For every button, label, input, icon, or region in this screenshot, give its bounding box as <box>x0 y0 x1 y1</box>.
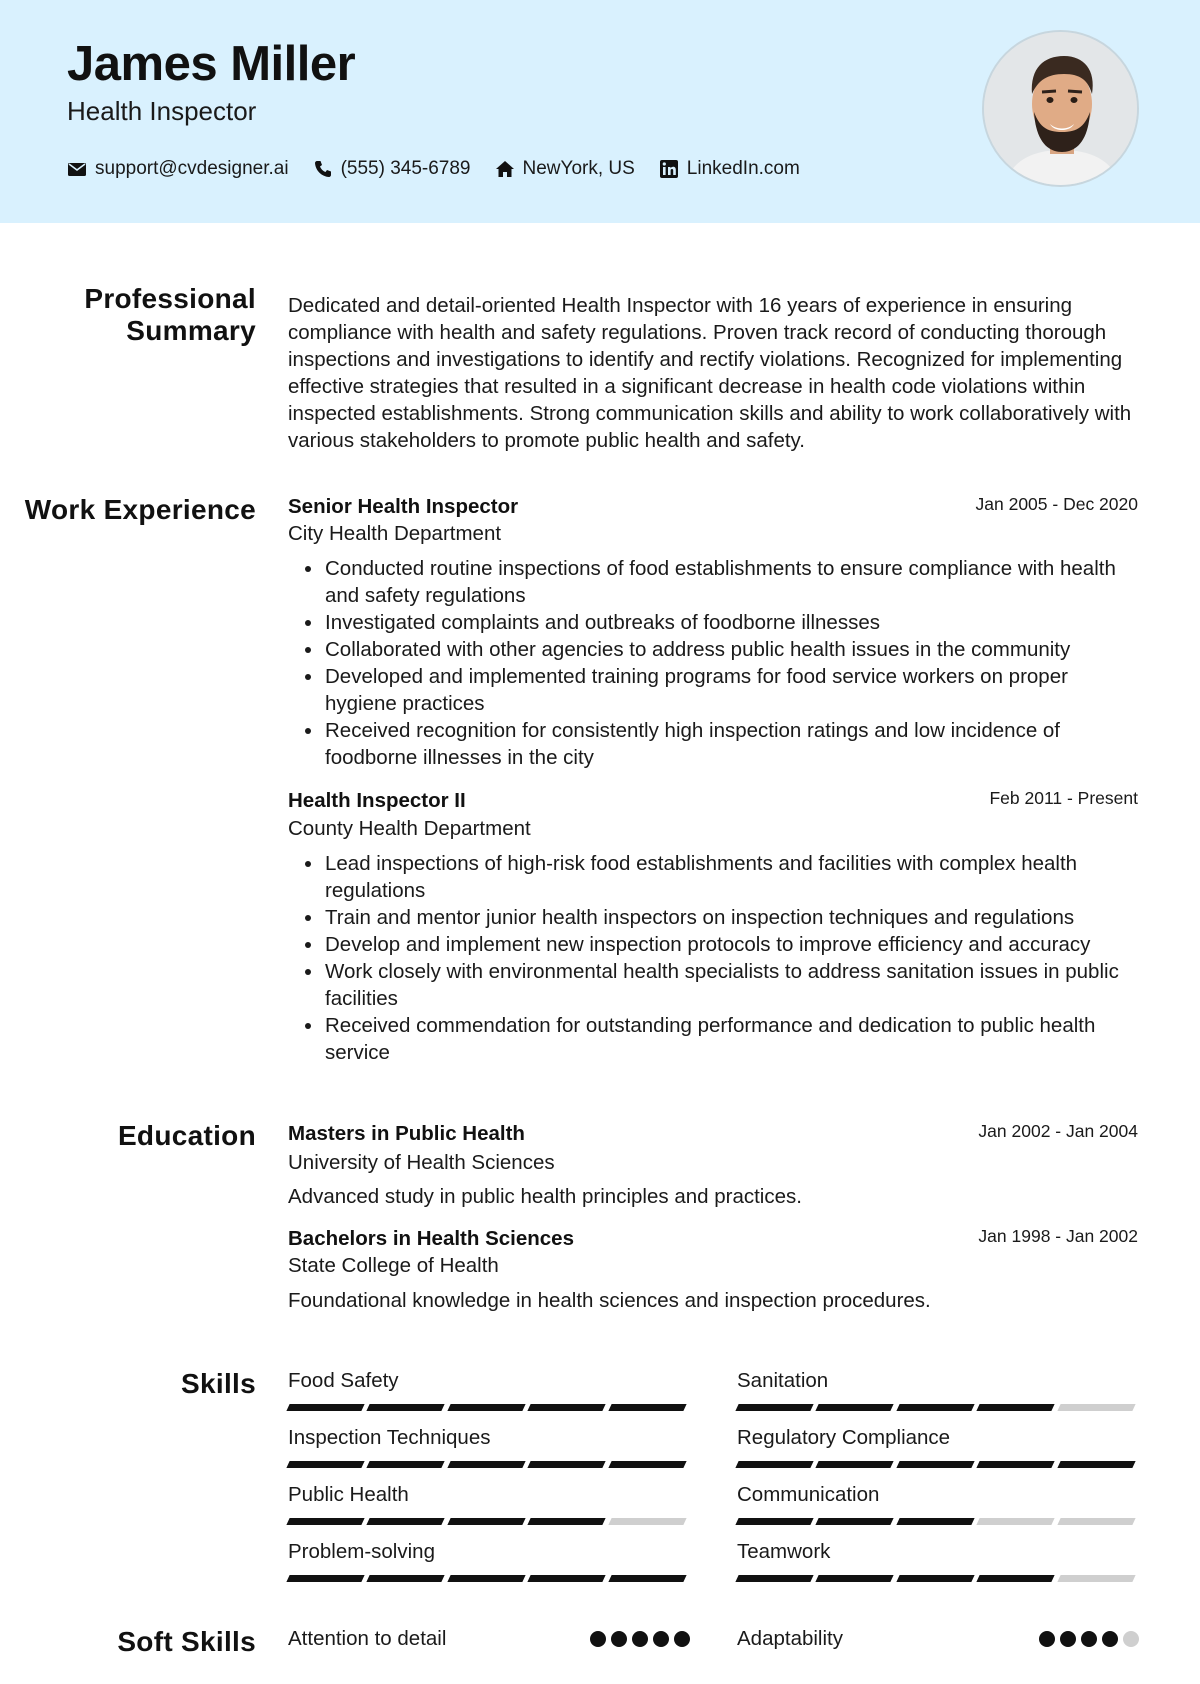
skill-level-segment <box>896 1404 975 1411</box>
skill-level-segment <box>816 1461 895 1468</box>
skill-item <box>737 1540 1139 1582</box>
contact-location-text: NewYork, US <box>522 158 635 179</box>
degree-description: Advanced study in public health principles and practices. <box>288 1185 802 1208</box>
skill-level-segment <box>528 1404 607 1411</box>
skill-level-segment <box>608 1404 687 1411</box>
rating-dot <box>1102 1631 1118 1647</box>
skill-item <box>288 1426 690 1468</box>
skill-level-bar <box>288 1461 690 1468</box>
skill-level-segment <box>735 1575 814 1582</box>
contact-email[interactable] <box>67 158 289 180</box>
skill-level-segment <box>816 1575 895 1582</box>
job-bullet: Received recognition for consistently high inspection ratings and low incidence of foodborne illnesses in the city <box>325 717 1143 771</box>
degree-dates: Jan 2002 - Jan 2004 <box>978 1121 1138 1141</box>
skill-level-bar <box>737 1575 1139 1582</box>
skill-item <box>737 1369 1139 1411</box>
skill-name: Teamwork <box>737 1540 831 1563</box>
job-title: Health Inspector II <box>288 789 466 812</box>
degree-title: Bachelors in Health Sciences <box>288 1227 574 1250</box>
skill-level-segment <box>608 1461 687 1468</box>
skill-level-bar <box>737 1404 1139 1411</box>
skill-level-segment <box>608 1575 687 1582</box>
skill-level-segment <box>367 1575 446 1582</box>
skill-level-segment <box>977 1575 1056 1582</box>
skill-level-segment <box>816 1404 895 1411</box>
job-bullet-list <box>325 555 1143 771</box>
rating-dot <box>590 1631 606 1647</box>
soft-skill-rating <box>585 1631 690 1647</box>
summary-heading: Professional Summary <box>84 283 256 346</box>
header-banner <box>0 0 1200 223</box>
profile-photo <box>982 30 1139 187</box>
rating-dot <box>674 1631 690 1647</box>
rating-dot <box>653 1631 669 1647</box>
skill-level-segment <box>286 1575 365 1582</box>
summary-text: Dedicated and detail-oriented Health Inspector with 16 years of experience in ensuring compliance with health and safety regulations. Proven track record of conducting thorough inspections and investigations to identify and rectify violations. Recognized for implementing effective strategies that resulted in a significant decrease in health code violations within inspected establishments. Strong communication skills and ability to work collaboratively with various stakeholders to promote public health and safety. <box>288 294 1132 452</box>
skill-level-segment <box>447 1575 526 1582</box>
degree-dates: Jan 1998 - Jan 2002 <box>978 1226 1138 1246</box>
experience-heading: Work Experience <box>24 494 256 525</box>
school-name: State College of Health <box>288 1254 499 1277</box>
skill-level-segment <box>1057 1461 1136 1468</box>
skill-level-segment <box>608 1518 687 1525</box>
skills-heading: Skills <box>181 1368 256 1399</box>
linkedin-icon <box>659 159 679 179</box>
skill-level-segment <box>286 1404 365 1411</box>
rating-dot <box>1060 1631 1076 1647</box>
skill-name: Food Safety <box>288 1369 399 1392</box>
contact-linkedin[interactable] <box>659 158 800 180</box>
skill-level-bar <box>288 1404 690 1411</box>
soft-skill-name: Adaptability <box>737 1627 843 1650</box>
education-heading: Education <box>117 1120 256 1151</box>
skill-level-segment <box>528 1575 607 1582</box>
skill-level-segment <box>447 1518 526 1525</box>
skill-level-segment <box>896 1575 975 1582</box>
avatar-illustration <box>984 32 1139 187</box>
envelope-icon <box>67 159 87 179</box>
job-bullet-list <box>325 850 1143 1066</box>
rating-dot <box>1039 1631 1055 1647</box>
skill-name: Problem-solving <box>288 1540 435 1563</box>
skill-level-segment <box>367 1518 446 1525</box>
contact-phone-text: (555) 345-6789 <box>340 158 471 179</box>
school-name: University of Health Sciences <box>288 1151 555 1174</box>
home-icon <box>495 159 515 179</box>
soft-skill-rating <box>1034 1631 1139 1647</box>
soft-skill-item <box>737 1627 1139 1651</box>
skill-level-segment <box>1057 1518 1136 1525</box>
skill-level-segment <box>1057 1404 1136 1411</box>
soft-skill-item <box>288 1627 690 1651</box>
skill-level-segment <box>1057 1575 1136 1582</box>
skill-level-segment <box>977 1461 1056 1468</box>
job-dates: Feb 2011 - Present <box>989 788 1138 808</box>
phone-icon <box>313 159 333 179</box>
candidate-name: James Miller <box>67 37 356 91</box>
job-dates: Jan 2005 - Dec 2020 <box>975 494 1138 514</box>
contact-location <box>495 158 635 180</box>
skill-item <box>737 1483 1139 1525</box>
skill-level-segment <box>896 1461 975 1468</box>
job-bullet: Received commendation for outstanding performance and dedication to public health service <box>325 1012 1143 1066</box>
rating-dot <box>632 1631 648 1647</box>
job-organization: City Health Department <box>288 522 502 545</box>
rating-dot <box>1081 1631 1097 1647</box>
soft-skills-heading: Soft Skills <box>117 1626 256 1657</box>
contact-phone[interactable] <box>313 158 471 180</box>
job-title: Senior Health Inspector <box>288 495 519 518</box>
skill-item <box>288 1540 690 1582</box>
candidate-role: Health Inspector <box>67 96 257 126</box>
skill-name: Inspection Techniques <box>288 1426 491 1449</box>
skill-level-segment <box>735 1518 814 1525</box>
skill-level-segment <box>896 1518 975 1525</box>
job-bullet: Investigated complaints and outbreaks of foodborne illnesses <box>325 609 1143 636</box>
skill-level-bar <box>288 1518 690 1525</box>
contact-linkedin-text: LinkedIn.com <box>686 158 800 179</box>
skill-name: Communication <box>737 1483 880 1506</box>
skill-level-segment <box>367 1404 446 1411</box>
job-bullet: Conducted routine inspections of food establishments to ensure compliance with health and safety regulations <box>325 555 1143 609</box>
job-bullet: Train and mentor junior health inspectors on inspection techniques and regulations <box>325 904 1143 931</box>
skill-level-segment <box>977 1518 1056 1525</box>
contact-email-text: support@cvdesigner.ai <box>95 158 289 179</box>
skill-level-segment <box>447 1461 526 1468</box>
rating-dot <box>1123 1631 1139 1647</box>
soft-skill-name: Attention to detail <box>288 1627 447 1650</box>
job-bullet: Lead inspections of high-risk food establishments and facilities with complex health regulations <box>325 850 1143 904</box>
skill-level-segment <box>977 1404 1056 1411</box>
skill-level-bar <box>737 1461 1139 1468</box>
job-bullet: Collaborated with other agencies to address public health issues in the community <box>325 636 1143 663</box>
job-organization: County Health Department <box>288 817 531 840</box>
job-bullet: Develop and implement new inspection protocols to improve efficiency and accuracy <box>325 931 1143 958</box>
degree-description: Foundational knowledge in health sciences and inspection procedures. <box>288 1289 931 1312</box>
contact-row <box>67 158 824 180</box>
skill-item <box>288 1369 690 1411</box>
skill-level-bar <box>737 1518 1139 1525</box>
skill-level-segment <box>528 1518 607 1525</box>
skill-level-segment <box>735 1461 814 1468</box>
skill-level-segment <box>286 1518 365 1525</box>
skill-level-bar <box>288 1575 690 1582</box>
skill-level-segment <box>447 1404 526 1411</box>
skill-name: Sanitation <box>737 1369 829 1392</box>
job-bullet: Developed and implemented training programs for food service workers on proper hygiene practices <box>325 663 1143 717</box>
skill-name: Public Health <box>288 1483 409 1506</box>
job-bullet: Work closely with environmental health specialists to address sanitation issues in public facilities <box>325 958 1143 1012</box>
skill-level-segment <box>816 1518 895 1525</box>
skill-level-segment <box>286 1461 365 1468</box>
skill-name: Regulatory Compliance <box>737 1426 951 1449</box>
skill-item <box>737 1426 1139 1468</box>
skill-level-segment <box>528 1461 607 1468</box>
rating-dot <box>611 1631 627 1647</box>
degree-title: Masters in Public Health <box>288 1122 525 1145</box>
skill-level-segment <box>367 1461 446 1468</box>
skill-item <box>288 1483 690 1525</box>
skill-level-segment <box>735 1404 814 1411</box>
